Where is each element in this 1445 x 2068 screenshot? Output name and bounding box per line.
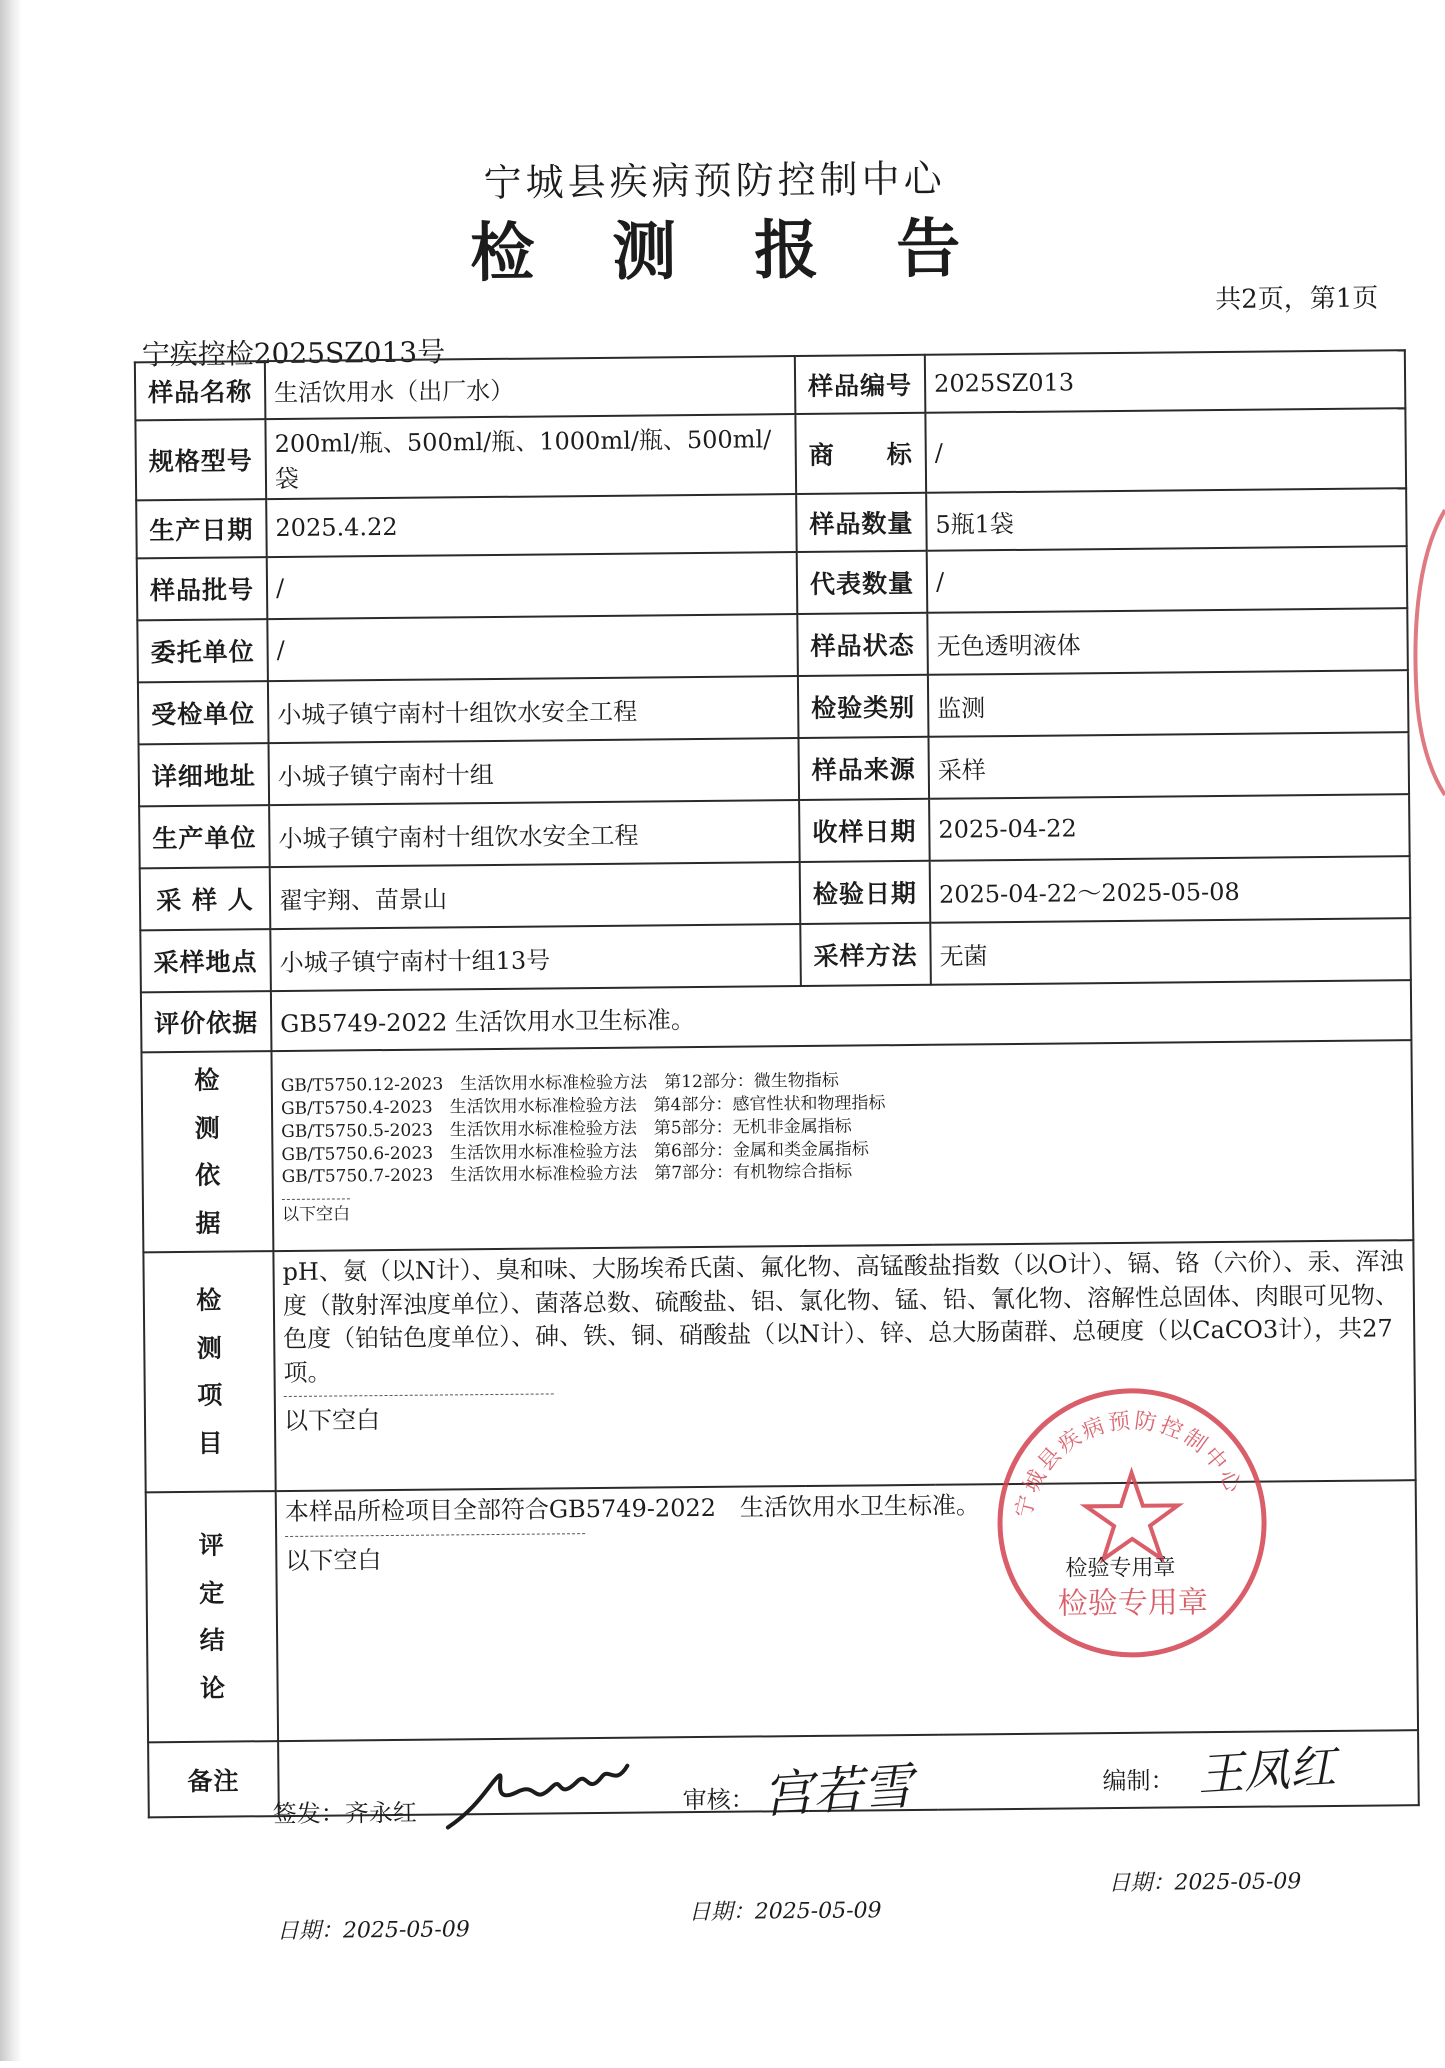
prod-date-value: 2025.4.22 bbox=[266, 494, 797, 557]
test-basis-char: 检 bbox=[194, 1065, 220, 1095]
svg-text:宁城县疾病预防控制中心: 宁城县疾病预防控制中心 bbox=[1011, 1408, 1248, 1521]
method-value: 无菌 bbox=[930, 918, 1411, 985]
issuer-date: 日期：2025-05-09 bbox=[276, 1917, 470, 1945]
sample-name-label: 样品名称 bbox=[135, 361, 266, 420]
report-number: 宁疾控检2025SZ013号 bbox=[141, 335, 446, 372]
batch-label: 样品批号 bbox=[137, 557, 268, 620]
page-count: 共2页，第1页 bbox=[1215, 283, 1379, 316]
method-line: GB/T5750.6-2023 生活饮用水标准检验方法 第6部分：金属和类金属指标 bbox=[281, 1138, 869, 1165]
client-value: / bbox=[267, 614, 798, 681]
inspected-unit-label: 受检单位 bbox=[138, 681, 269, 744]
test-basis-char: 据 bbox=[195, 1208, 221, 1238]
blank-note: 以下空白 bbox=[282, 1199, 350, 1228]
producer-label: 生产单位 bbox=[139, 805, 270, 868]
rep-qty-label: 代表数量 bbox=[797, 551, 928, 614]
test-items-char: 项 bbox=[197, 1380, 223, 1410]
recv-date-value: 2025-04-22 bbox=[929, 794, 1410, 861]
site-value: 小城子镇宁南村十组13号 bbox=[270, 924, 801, 991]
edge-seal-fragment bbox=[1405, 500, 1445, 800]
sample-no-value: 2025SZ013 bbox=[925, 350, 1406, 413]
basis-label: 评价依据 bbox=[141, 991, 272, 1052]
conclusion-char: 定 bbox=[199, 1578, 225, 1608]
state-value: 无色透明液体 bbox=[927, 608, 1408, 675]
test-items-text: pH、氨（以N计）、臭和味、大肠埃希氏菌、氟化物、高锰酸盐指数（以O计）、镉、铬（六价）、汞、浑浊度（散射浑浊度单位）、菌落总数、硫酸盐、铝、氯化物、锰、铅、氰化物、溶解性总固体、肉眼可见物、色度（铂钴色度单位）、砷、铁、铜、硝酸盐（以N计）、锌、总大肠菌群、总硬度（以CaCO3计），共27项。 bbox=[282, 1247, 1404, 1387]
test-type-value: 监测 bbox=[928, 670, 1409, 737]
test-items-char: 测 bbox=[196, 1333, 222, 1363]
sampler-value: 翟宇翔、苗景山 bbox=[270, 862, 801, 929]
sample-no-label: 样品编号 bbox=[795, 355, 926, 414]
method-line: GB/T5750.12-2023 生活饮用水标准检验方法 第12部分：微生物指标 bbox=[280, 1070, 839, 1096]
editor-date: 日期：2025-05-09 bbox=[1108, 1869, 1302, 1897]
method-line: GB/T5750.4-2023 生活饮用水标准检验方法 第4部分：感官性状和物理指标 bbox=[280, 1092, 886, 1119]
conclusion-char: 结 bbox=[199, 1625, 225, 1655]
prod-date-label: 生产日期 bbox=[136, 499, 267, 558]
issuer-signature bbox=[437, 1746, 638, 1838]
conclusion-char: 评 bbox=[198, 1530, 224, 1560]
blank-note: 以下空白 bbox=[283, 1406, 381, 1436]
method-label: 采样方法 bbox=[800, 923, 931, 986]
sampler-label: 采 样 人 bbox=[140, 867, 271, 930]
brand-value: / bbox=[925, 408, 1406, 493]
recv-date-label: 收样日期 bbox=[799, 799, 930, 862]
conclusion-char: 论 bbox=[199, 1673, 226, 1703]
state-label: 样品状态 bbox=[797, 613, 928, 676]
rep-qty-value: / bbox=[927, 546, 1408, 613]
spec-label: 规格型号 bbox=[135, 419, 266, 500]
issuer-label: 签发：齐永红 bbox=[272, 1798, 417, 1829]
source-label: 样品来源 bbox=[798, 737, 929, 800]
client-label: 委托单位 bbox=[137, 619, 268, 682]
reviewer-label: 审核： bbox=[682, 1785, 755, 1815]
qty-value: 5瓶1袋 bbox=[926, 488, 1407, 551]
stamp-label: 检验专用章 bbox=[1057, 1585, 1208, 1622]
address-label: 详细地址 bbox=[139, 743, 270, 806]
organization-name: 宁城县疾病预防控制中心 bbox=[483, 156, 946, 206]
report-title: 检测报告 bbox=[469, 210, 1039, 292]
method-line: GB/T5750.7-2023 生活饮用水标准检验方法 第7部分：有机物综合指标 bbox=[281, 1161, 853, 1188]
blank-note: 以下空白 bbox=[285, 1545, 382, 1575]
test-items-char: 检 bbox=[196, 1285, 222, 1315]
test-basis-char: 测 bbox=[194, 1113, 220, 1143]
stamp-caption: 检验专用章 bbox=[1065, 1555, 1176, 1582]
batch-value: / bbox=[267, 552, 798, 619]
editor-signature: 王凤红 bbox=[1196, 1739, 1338, 1802]
producer-value: 小城子镇宁南村十组饮水安全工程 bbox=[269, 800, 800, 867]
site-label: 采样地点 bbox=[140, 929, 271, 992]
conclusion-text: 本样品所检项目全部符合GB5749-2022 生活饮用水卫生标准。 bbox=[284, 1491, 981, 1527]
editor-label: 编制： bbox=[1102, 1766, 1175, 1796]
test-date-label: 检验日期 bbox=[800, 861, 931, 924]
test-date-value: 2025-04-22～2025-05-08 bbox=[930, 856, 1411, 923]
test-basis-char: 依 bbox=[195, 1160, 221, 1190]
remarks-label: 备注 bbox=[148, 1741, 279, 1817]
spec-value: 200ml/瓶、500ml/瓶、1000ml/瓶、500ml/袋 bbox=[265, 414, 796, 499]
reviewer-date: 日期：2025-05-09 bbox=[688, 1898, 882, 1926]
test-type-label: 检验类别 bbox=[798, 675, 929, 738]
reviewer-signature: 宫若雪 bbox=[761, 1757, 915, 1825]
basis-value: GB5749-2022 生活饮用水卫生标准。 bbox=[271, 980, 1412, 1051]
method-line: GB/T5750.5-2023 生活饮用水标准检验方法 第5部分：无机非金属指标 bbox=[281, 1116, 852, 1142]
source-value: 采样 bbox=[928, 732, 1409, 799]
test-items-char: 目 bbox=[197, 1428, 223, 1458]
inspected-unit-value: 小城子镇宁南村十组饮水安全工程 bbox=[268, 676, 799, 743]
address-value: 小城子镇宁南村十组 bbox=[269, 738, 800, 805]
sample-name-value: 生活饮用水（出厂水） bbox=[265, 356, 796, 419]
brand-label: 商 标 bbox=[795, 413, 926, 494]
qty-label: 样品数量 bbox=[796, 493, 927, 552]
